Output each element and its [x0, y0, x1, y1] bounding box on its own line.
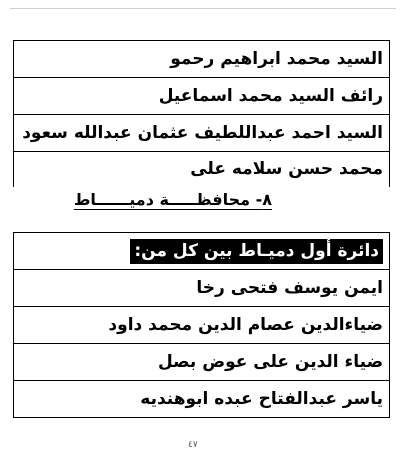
name-cell: رائف السيد محمد اسماعيل: [14, 78, 390, 115]
table-row: [14, 115, 390, 152]
name-cell: السيد محمد ابراهيم رحمو: [14, 41, 390, 78]
name-cell: ايمن يوسف فتحى رخا: [14, 270, 390, 307]
governorate-heading: ٨- محافظـــــة دميــــــاط: [73, 190, 272, 209]
table-header-row: [14, 233, 390, 270]
name-cell: محمد حسن سلامه على: [14, 152, 390, 188]
district-header: دائرة أول دميـاط بين كل من:: [130, 239, 383, 264]
names-table-2: [13, 232, 390, 418]
table-row: [14, 307, 390, 344]
page-number: ٤٧: [188, 440, 198, 450]
table-row: [14, 41, 390, 78]
name-cell: السيد احمد عبداللطيف عثمان عبدالله سعود: [14, 115, 390, 152]
district-header-cell: [14, 233, 390, 270]
top-divider: [10, 8, 396, 9]
table-row: [14, 152, 390, 188]
table-row: [14, 78, 390, 115]
name-cell: ضياءالدين عصام الدين محمد داود: [14, 307, 390, 344]
table-row: [14, 381, 390, 418]
name-cell: ضياء الدين على عوض بصل: [14, 344, 390, 381]
names-table-1: [13, 40, 390, 187]
name-cell: ياسر عبدالفتاح عبده ابوهنديه: [14, 381, 390, 418]
table-row: [14, 270, 390, 307]
table-row: [14, 344, 390, 381]
